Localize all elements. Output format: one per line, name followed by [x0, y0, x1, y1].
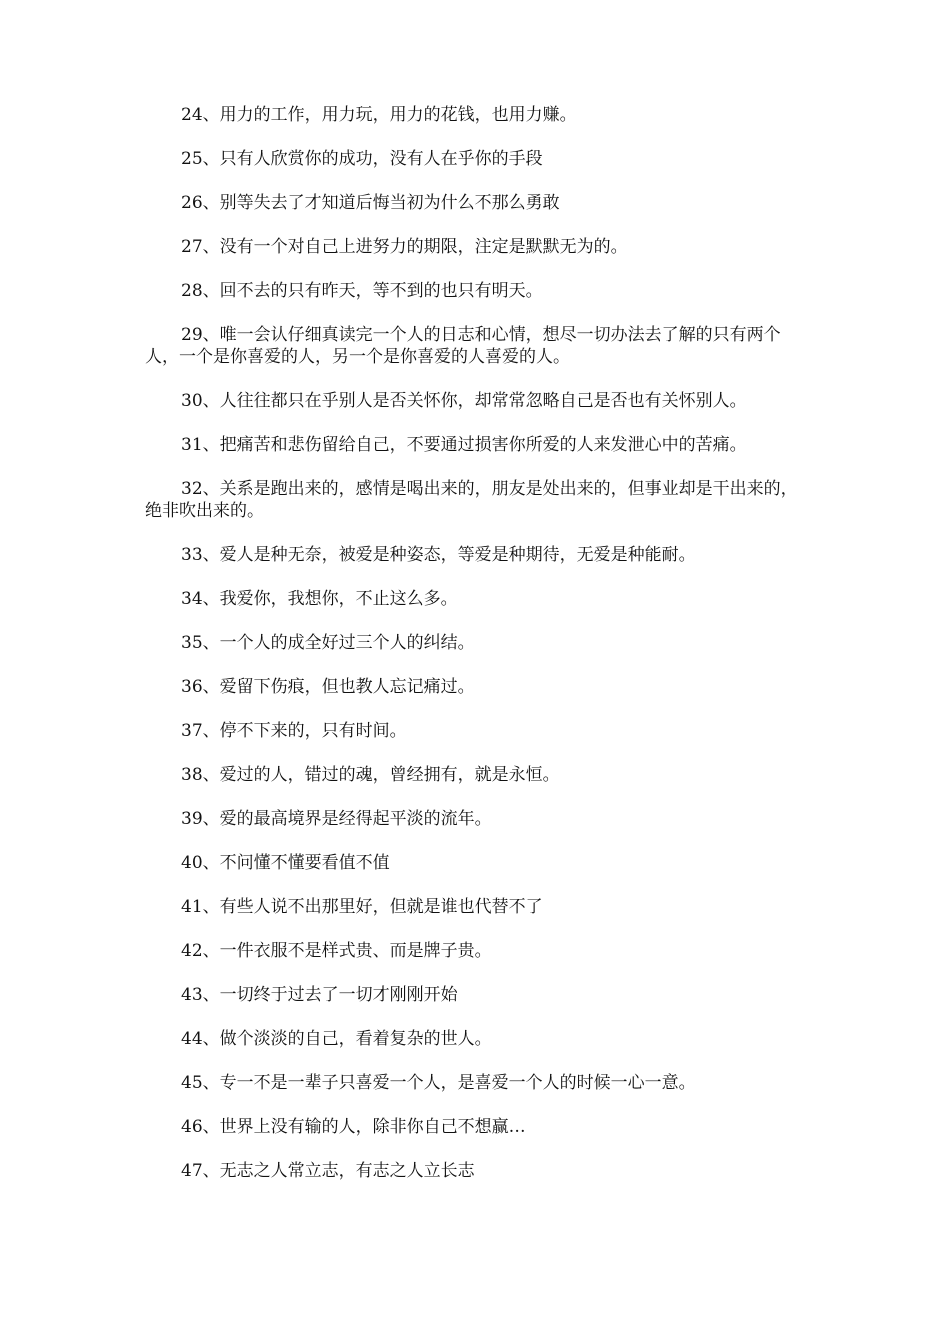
quote-34: 34、我爱你，我想你，不止这么多。 — [181, 589, 458, 609]
quote-27: 27、没有一个对自己上进努力的期限，注定是默默无为的。 — [181, 237, 628, 257]
quote-46: 46、世界上没有输的人，除非你自己不想赢… — [181, 1117, 526, 1137]
quote-40: 40、不问懂不懂要看值不值 — [181, 853, 390, 873]
quote-26: 26、别等失去了才知道后悔当初为什么不那么勇敢 — [181, 193, 560, 213]
quote-32: 32、关系是跑出来的，感情是喝出来的，朋友是处出来的，但事业却是干出来的，绝非吹出来的。 — [145, 479, 798, 521]
quote-45: 45、专一不是一辈子只喜爱一个人，是喜爱一个人的时候一心一意。 — [181, 1073, 696, 1093]
quote-36: 36、爱留下伤痕，但也教人忘记痛过。 — [181, 677, 475, 697]
quote-38: 38、爱过的人，错过的魂，曾经拥有，就是永恒。 — [181, 765, 560, 785]
quote-25: 25、只有人欣赏你的成功，没有人在乎你的手段 — [181, 149, 543, 169]
quote-31: 31、把痛苦和悲伤留给自己，不要通过损害你所爱的人来发泄心中的苦痛。 — [181, 435, 747, 455]
quote-39: 39、爱的最高境界是经得起平淡的流年。 — [181, 809, 492, 829]
quote-33: 33、爱人是种无奈，被爱是种姿态，等爱是种期待，无爱是种能耐。 — [181, 545, 696, 565]
document-body — [145, 104, 807, 1204]
quote-42: 42、一件衣服不是样式贵、而是牌子贵。 — [181, 941, 492, 961]
quote-41: 41、有些人说不出那里好，但就是谁也代替不了 — [181, 897, 543, 917]
quote-30: 30、人往往都只在乎别人是否关怀你，却常常忽略自己是否也有关怀别人。 — [181, 391, 747, 411]
quote-28: 28、回不去的只有昨天，等不到的也只有明天。 — [181, 281, 543, 301]
quote-24: 24、用力的工作，用力玩，用力的花钱，也用力赚。 — [181, 105, 577, 125]
quote-43: 43、一切终于过去了一切才刚刚开始 — [181, 985, 458, 1005]
quote-37: 37、停不下来的，只有时间。 — [181, 721, 407, 741]
quote-29: 29、唯一会认仔细真读完一个人的日志和心情，想尽一切办法去了解的只有两个人，一个是你喜爱的人，另一个是你喜爱的人喜爱的人。 — [145, 325, 781, 367]
quote-35: 35、一个人的成全好过三个人的纠结。 — [181, 633, 475, 653]
quote-47: 47、无志之人常立志，有志之人立长志 — [181, 1161, 475, 1181]
quote-44: 44、做个淡淡的自己，看着复杂的世人。 — [181, 1029, 492, 1049]
